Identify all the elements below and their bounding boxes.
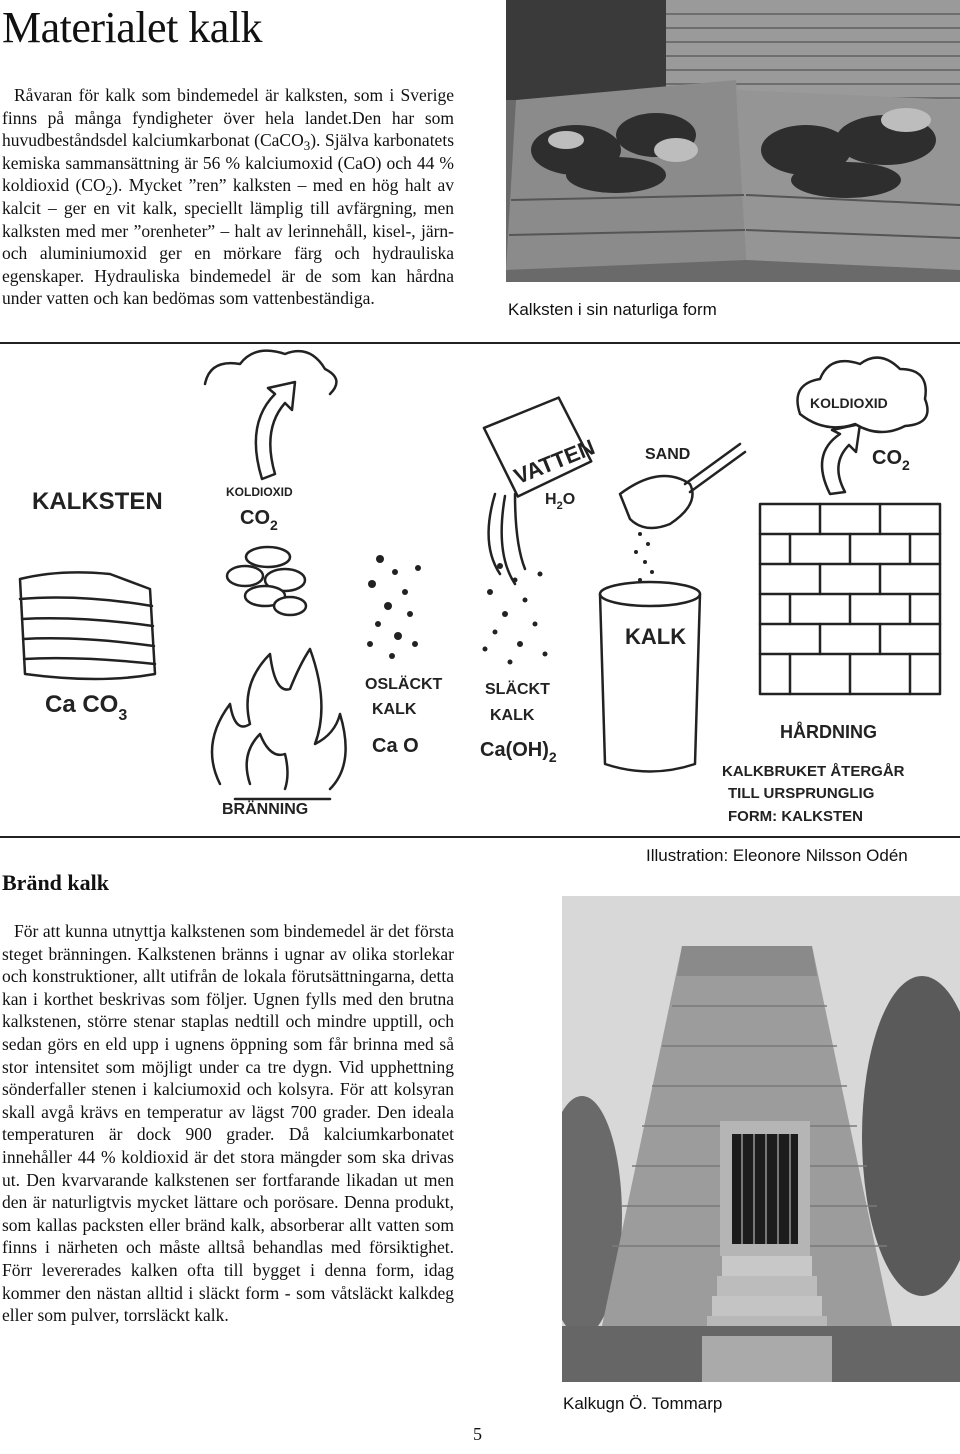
limestone-photo-caption: Kalksten i sin naturliga form [508, 300, 717, 319]
label-koldioxid-left: KOLDIOXID [226, 485, 293, 499]
limestone-photo [506, 0, 960, 282]
label-co2-right: $CO_2$ [872, 447, 910, 473]
lime-cycle-drawing [0, 344, 960, 840]
label-koldioxid-right: KOLDIOXID [810, 395, 888, 411]
label-sand: SAND [645, 446, 691, 463]
label-kalk-bucket: KALK [625, 624, 687, 649]
section-heading-brand-kalk: Bränd kalk [2, 870, 109, 895]
label-co2-left: $CO_2$ [240, 507, 278, 533]
label-return-2: TILL URSPRUNGLIG [728, 785, 875, 802]
label-hardning: HÅRDNING [780, 722, 877, 742]
co2-subscript: 2 [105, 183, 113, 199]
limestone-photo-drawing [506, 0, 960, 282]
label-slackt: SLÄCKT [485, 681, 550, 698]
label-branning: BRÄNNING [222, 801, 309, 818]
label-return-3: FORM: KALKSTEN [728, 808, 863, 825]
page-number: 5 [473, 1424, 482, 1444]
illustration-credit: Illustration: Eleonore Nilsson Odén [646, 846, 908, 865]
lime-cycle-illustration [0, 342, 960, 838]
label-cao: Ca O [372, 735, 419, 757]
intro-text-3: ). Mycket ”ren” kalksten – med en hög halt av kalcit – ger en vit kalk, speciellt lämplig till avfärgning, men kalksten med mer ”orenheter” – halt av lerinnehåll, kisel-, järn- och aluminiumoxid ger en mörkare färg och hydrauliska egenskaper. Hydrauliska bindemedel är de som kan hårdna under vatten och kan bedömas som vattenbeständiga. [2, 175, 454, 309]
intro-text-2: ). Själva karbonatets kemiska sammansättning är 56 % kalciumoxid (CaO) och 44 % koldioxid (CO [2, 130, 454, 196]
label-caco3: Ca $CO_3$ [45, 691, 128, 724]
lime-kiln-photo [562, 896, 960, 1382]
lime-kiln-drawing [562, 896, 960, 1382]
intro-paragraph [2, 84, 454, 310]
label-h2o: $H_2O$ [545, 491, 576, 512]
intro-text-1: Råvaran för kalk som bindemedel är kalksten, som i Sverige finns på många fyndigheter över hela landet.Den har som huvudbeståndsdel kalciumkarbonat (CaCO [2, 85, 454, 151]
label-oslackt: OSLÄCKT [365, 676, 443, 693]
section2-paragraph: För att kunna utnyttja kalkstenen som bindemedel är det första steget bränningen. Kalkstenen bränns i ugnar av olika storlekar och konstruktioner, allt utifrån de lokala förutsättningarna, detta kan i korthet beskrivas som följer. Ugnen fylls med den brutna kalkstenen, större stenar staplas nedtill och mindre upptill, och sedan görs en eld upp i ugnens öppning som får brinna med så stor intensitet som möjligt under ca tre dygn. Vid upphettning sönderfaller stenen i kalciumoxid och kolsyra. För att kolsyran skall avgå krävs en temperatur av lägst 700 grader. Den ideala temperaturen är dock 900 grader. Då kalciumkarbonatet innehåller 44 % koldioxid är det stora mängder som ska drivas ut. Den kvarvarande kalkstenen ser fortfarande likadan ut men den är naturligtvis mycket lättare och porösare. Denna produkt, som kallas packsten eller bränd kalk, absorberar allt vatten som finns i närheten och måste alltså behandlas med försiktighet. Förr levererades kalken ofta till bygget i denna form, idag kommer den nästan alltid i släckt form - som våtsläckt kalkdeg eller som pulver, torrsläckt kalk. [2, 921, 454, 1326]
page-title: Materialet kalk [2, 3, 263, 52]
lime-kiln-caption: Kalkugn Ö. Tommarp [563, 1394, 723, 1413]
label-caoh2: $Ca(OH)_2$ [480, 739, 557, 765]
label-oslackt-kalk: KALK [372, 701, 417, 718]
label-return-1: KALKBRUKET ÅTERGÅR [722, 763, 905, 780]
label-vatten: VATTEN [510, 434, 599, 490]
label-slackt-kalk: KALK [490, 707, 535, 724]
label-kalksten: KALKSTEN [32, 488, 163, 515]
caco3-subscript: 3 [303, 138, 311, 154]
